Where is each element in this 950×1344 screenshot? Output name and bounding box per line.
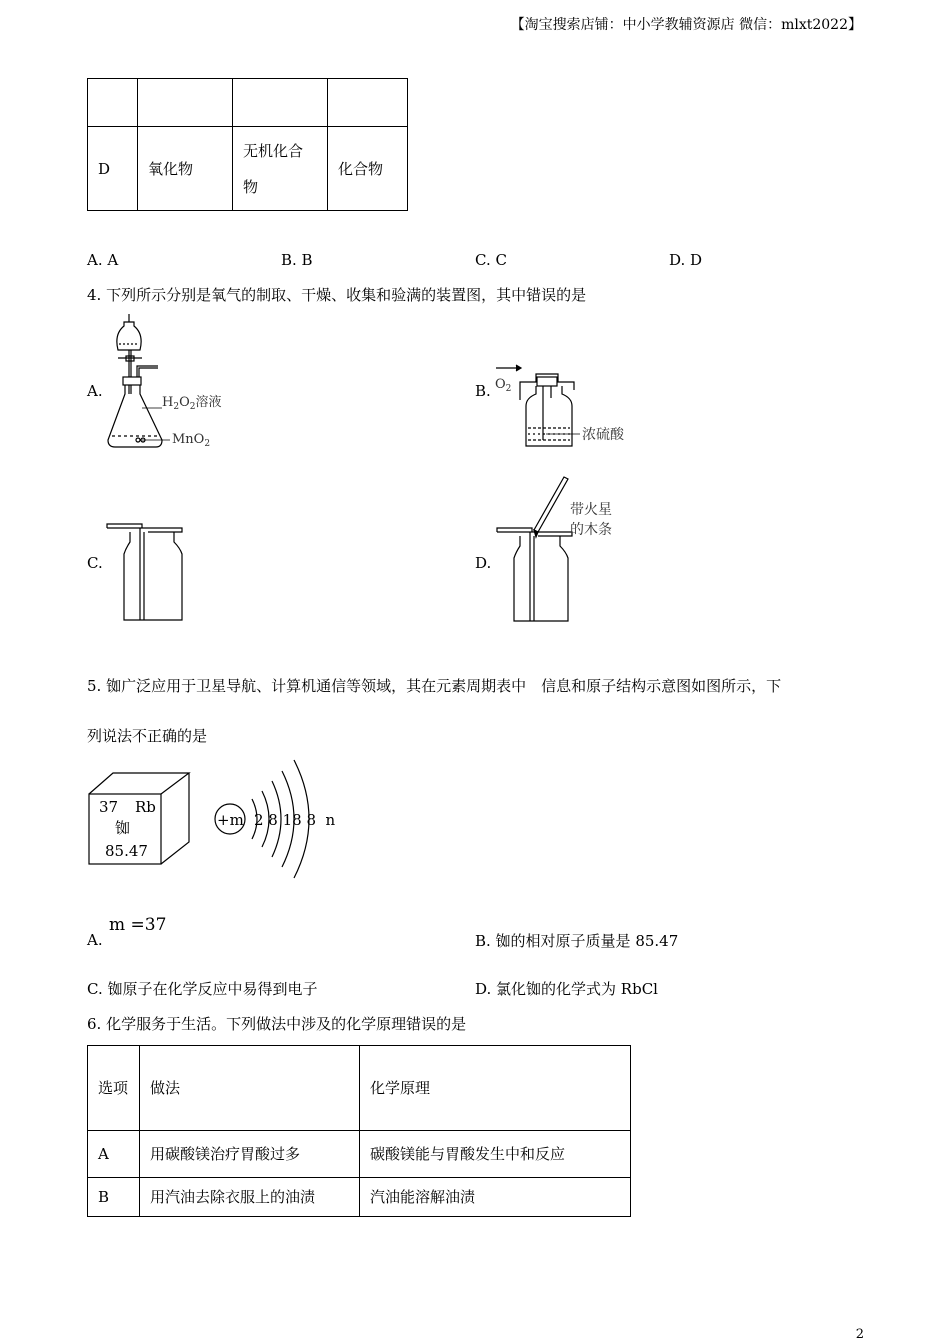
option-d-label[interactable]: D.: [475, 554, 492, 572]
table-cell: [233, 79, 328, 127]
h2o2-label-o: O: [179, 395, 190, 410]
page-number: 2: [855, 1327, 864, 1342]
mno2-label-sub: 2: [204, 439, 211, 449]
element-symbol: Rb: [135, 798, 156, 816]
splint-label-line2: 的木条: [570, 522, 612, 538]
table-header-cell: 做法: [140, 1046, 360, 1131]
table-header-row: [88, 1046, 631, 1131]
question-4-stem: 4. 下列所示分别是氧气的制取、干燥、收集和验满的装置图，其中错误的是: [87, 286, 587, 304]
nucleus-label: +m: [217, 811, 244, 829]
h2o2-label-sub: 2: [173, 402, 180, 412]
table-cell: [88, 79, 138, 127]
table-row: [88, 127, 408, 211]
classification-table: [87, 78, 408, 211]
chemistry-principle-table: [87, 1045, 631, 1217]
question-6-stem: 6. 化学服务于生活。下列做法中涉及的化学原理错误的是: [87, 1015, 467, 1033]
atomic-mass: 85.47: [105, 842, 148, 860]
option-a-label[interactable]: A.: [87, 382, 103, 400]
h2o2-label-h: H: [162, 395, 174, 410]
svg-text:H2O2溶液: [162, 394, 222, 412]
table-header-cell: 选项: [88, 1046, 140, 1131]
table-header-cell: 化学原理: [360, 1046, 631, 1131]
option-d[interactable]: D. 氯化铷的化学式为 RbCl: [475, 980, 658, 998]
table-row: [88, 1178, 631, 1217]
oxygen-generator-figure: [100, 312, 240, 457]
atomic-number: 37: [99, 798, 119, 816]
option-a-label[interactable]: A.: [87, 931, 103, 949]
h2o2-label-sub: 2: [189, 402, 196, 412]
option-b-label[interactable]: B.: [475, 382, 491, 400]
o2-label: O: [495, 377, 506, 392]
table-row: [88, 79, 408, 127]
option-c[interactable]: C. C: [475, 251, 507, 269]
svg-text:O2: [495, 377, 511, 394]
question-5-stem: 5. 铷广泛应用于卫星导航、计算机通信等领域，其在元素周期表中 信息和原子结构示意图如图所示，下: [87, 677, 782, 695]
element-cell-figure: [85, 770, 195, 868]
splint-label-line1: 带火星: [570, 502, 612, 518]
question-5-stem-cont: 列说法不正确的是: [87, 727, 208, 745]
h2o2-label-rest: 溶液: [195, 395, 222, 410]
oxygen-full-test-figure: [494, 474, 644, 626]
table-cell: 氧化物: [138, 127, 233, 211]
option-b[interactable]: B. B: [281, 251, 313, 269]
table-cell: 汽油能溶解油渍: [360, 1178, 631, 1217]
option-c-label[interactable]: C.: [87, 554, 103, 572]
conc-sulfuric-acid-label: 浓硫酸: [582, 427, 624, 443]
table-cell: A: [88, 1131, 140, 1178]
mno2-label: MnO: [172, 432, 205, 447]
svg-text:MnO2: [172, 432, 210, 449]
page-header: 【淘宝搜索店铺：中小学教辅资源店 微信：mlxt2022】: [510, 17, 862, 33]
option-d[interactable]: D. D: [669, 251, 703, 269]
table-cell: 无机化合物: [233, 127, 328, 211]
table-cell: [328, 79, 408, 127]
table-cell: 用汽油去除衣服上的油渍: [140, 1178, 360, 1217]
table-cell: [138, 79, 233, 127]
option-a[interactable]: A. A: [87, 251, 119, 269]
table-row: [88, 1131, 631, 1178]
table-cell: 化合物: [328, 127, 408, 211]
formula-m-equals-37: m =37: [109, 915, 167, 935]
table-cell: D: [88, 127, 138, 211]
option-c[interactable]: C. 铷原子在化学反应中易得到电子: [87, 980, 318, 998]
drying-bottle-figure: [490, 362, 640, 457]
table-cell: B: [88, 1178, 140, 1217]
element-name: 铷: [115, 819, 131, 837]
o2-label-sub: 2: [505, 384, 512, 394]
option-b[interactable]: B. 铷的相对原子质量是 85.47: [475, 932, 679, 950]
table-cell: 碳酸镁能与胃酸发生中和反应: [360, 1131, 631, 1178]
atomic-structure-figure: [210, 757, 335, 882]
electron-shells-label: 2 8 18 8 n: [254, 811, 335, 829]
table-cell: 用碳酸镁治疗胃酸过多: [140, 1131, 360, 1178]
collection-bottle-figure: [104, 520, 194, 625]
